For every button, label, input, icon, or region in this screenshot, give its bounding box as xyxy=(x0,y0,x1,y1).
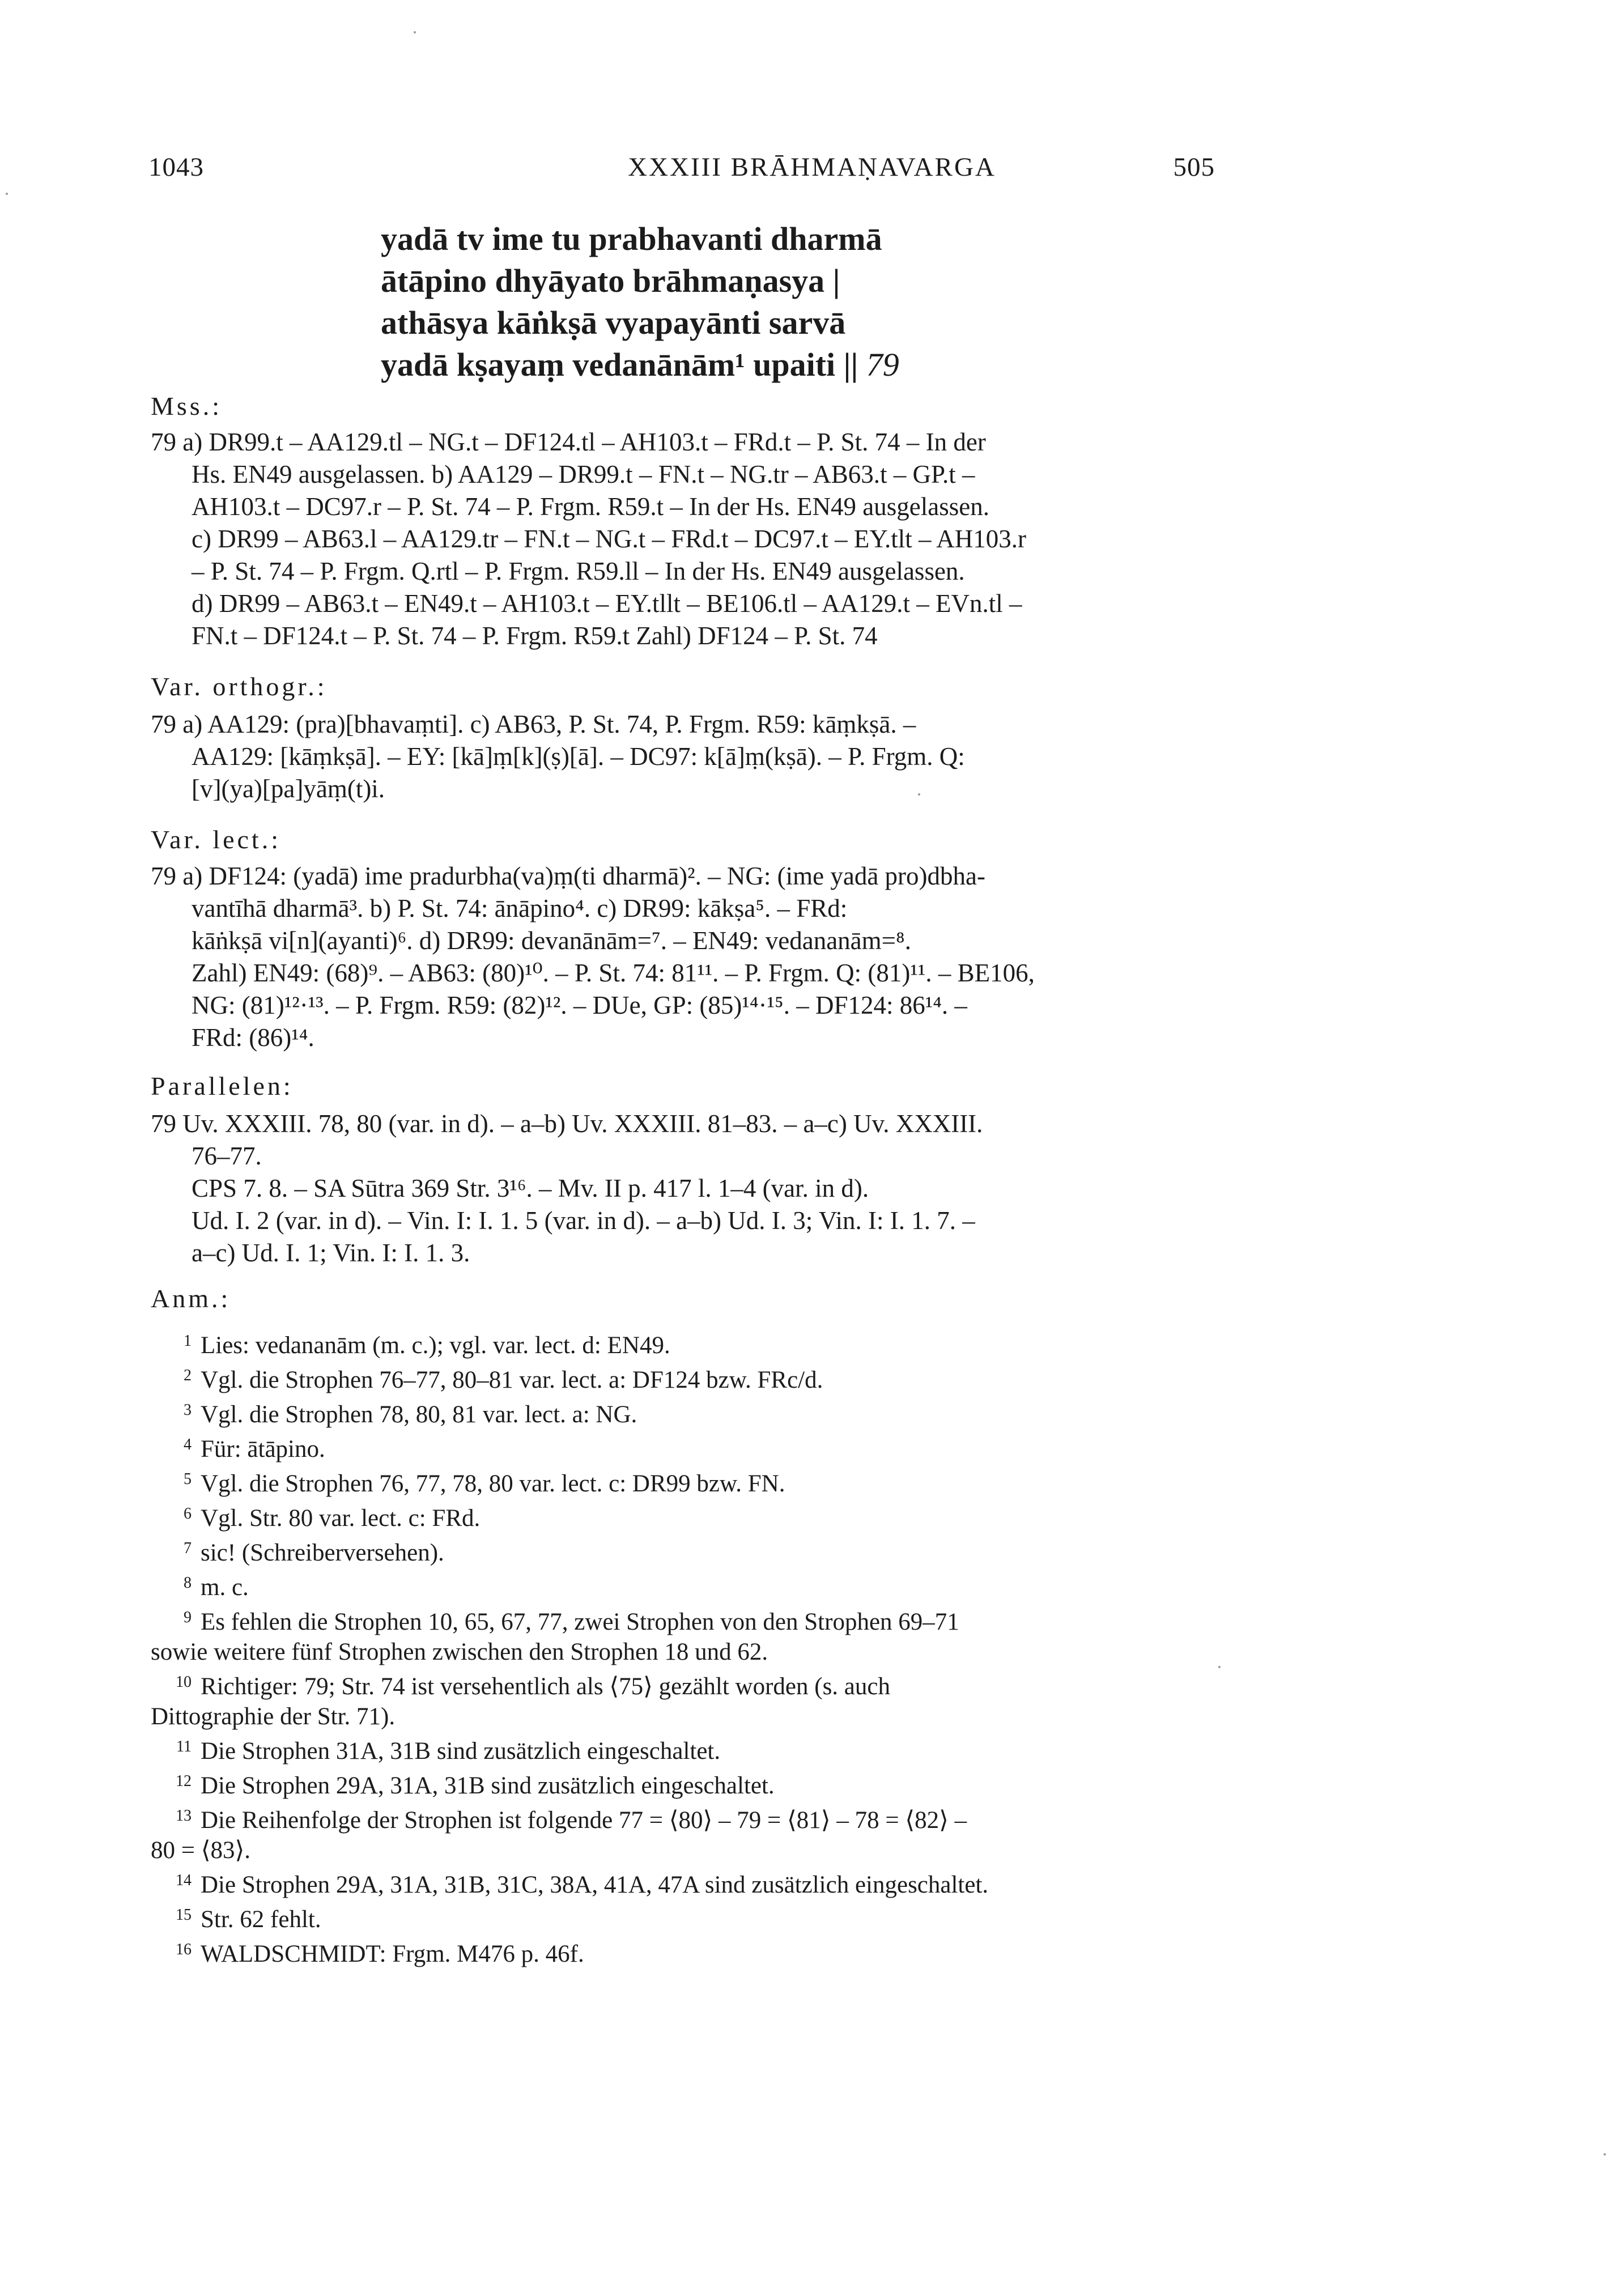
footnote xyxy=(151,1430,1218,1464)
footnote xyxy=(151,1766,1218,1801)
footnote-text: Die Strophen 31A, 31B sind zusätzlich eingeschaltet. xyxy=(201,1738,721,1764)
footnote-text: sic! (Schreiberversehen). xyxy=(201,1540,444,1566)
notes-block xyxy=(151,1326,1218,1969)
footnote-continuation: Dittographie der Str. 71). xyxy=(151,1703,396,1730)
footnote-text: Str. 62 fehlt. xyxy=(201,1906,321,1933)
footnote-number: 11 xyxy=(176,1738,192,1755)
footnote xyxy=(151,1499,1218,1533)
footnote-text: Richtiger: 79; Str. 74 ist versehentlich als ⟨75⟩ gezählt worden (s. auch xyxy=(201,1673,890,1700)
footnote xyxy=(151,1934,1218,1969)
var-lect-line: vantīhā dharmā³. b) P. St. 74: ānāpino⁴. c) DR99: kākṣa⁵. – FRd: xyxy=(192,894,848,922)
footnote-number: 2 xyxy=(184,1367,192,1384)
footnote-number: 14 xyxy=(176,1872,192,1889)
var-lect-line: NG: (81)¹²·¹³. – P. Frgm. R59: (82)¹². – DUe, GP: (85)¹⁴·¹⁵. – DF124: 86¹⁴. – xyxy=(192,991,967,1019)
scan-speck xyxy=(6,193,8,195)
footnote-number: 3 xyxy=(184,1401,192,1419)
running-head-number: 1043 xyxy=(148,152,204,182)
mss-line: Hs. EN49 ausgelassen. b) AA129 – DR99.t – FN.t – NG.tr – AB63.t – GP.t – xyxy=(192,460,975,488)
var-orthogr-line: 79 a) AA129: (pra)[bhavaṃti]. c) AB63, P. St. 74, P. Frgm. R59: kāṃkṣā. – xyxy=(151,710,916,738)
footnote xyxy=(151,1360,1218,1395)
var-orthogr-block xyxy=(151,708,1218,805)
mss-line: 79 a) DR99.t – AA129.tl – NG.t – DF124.tl – AH103.t – FRd.t – P. St. 74 – In der xyxy=(151,428,986,456)
mss-line: – P. St. 74 – P. Frgm. Q.rtl – P. Frgm. R59.ll – In der Hs. EN49 ausgelassen. xyxy=(192,557,965,585)
footnote-text: WALDSCHMIDT: Frgm. M476 p. 46f. xyxy=(201,1941,584,1967)
footnote-text: Lies: vedananām (m. c.); vgl. var. lect. d: EN49. xyxy=(201,1332,670,1359)
footnote-number: 13 xyxy=(176,1807,192,1825)
mss-line: AH103.t – DC97.r – P. St. 74 – P. Frgm. R59.t – In der Hs. EN49 ausgelassen. xyxy=(192,492,989,521)
scan-speck xyxy=(1604,2153,1606,2155)
parallelen-line: 79 Uv. XXXIII. 78, 80 (var. in d). – a–b) Uv. XXXIII. 81–83. – a–c) Uv. XXXIII. xyxy=(151,1109,983,1138)
footnote xyxy=(151,1801,1218,1835)
footnote-text: Für: ātāpino. xyxy=(201,1436,325,1462)
verse-line: ātāpino dhyāyato brāhmaṇasya | xyxy=(381,262,840,299)
parallelen-line: 76–77. xyxy=(192,1142,262,1170)
footnote-number: 15 xyxy=(176,1906,192,1924)
footnote xyxy=(151,1865,1218,1900)
verse-line xyxy=(381,344,899,386)
footnote-continuation: sowie weitere fünf Strophen zwischen den Strophen 18 und 62. xyxy=(151,1639,768,1665)
footnote xyxy=(151,1602,1218,1637)
mss-block xyxy=(151,426,1218,652)
var-lect-line: FRd: (86)¹⁴. xyxy=(192,1023,314,1052)
section-title-var-orthogr: Var. orthogr.: xyxy=(151,672,328,701)
footnote-text: Vgl. die Strophen 76–77, 80–81 var. lect. a: DF124 bzw. FRc/d. xyxy=(201,1367,823,1393)
footnote-number: 7 xyxy=(184,1540,192,1557)
section-title-parallelen: Parallelen: xyxy=(151,1072,294,1100)
footnote xyxy=(151,1326,1218,1360)
scan-speck xyxy=(1218,1666,1221,1668)
verse-line: yadā tv ime tu prabhavanti dharmā xyxy=(381,220,882,257)
footnote xyxy=(151,1464,1218,1499)
var-lect-line: Zahl) EN49: (68)⁹. – AB63: (80)¹⁰. – P. St. 74: 81¹¹. – P. Frgm. Q: (81)¹¹. – BE106, xyxy=(192,959,1035,987)
verse-block xyxy=(381,218,899,386)
footnote-number: 8 xyxy=(184,1574,192,1592)
scan-speck xyxy=(414,31,416,33)
verse-number: 79 xyxy=(866,346,899,383)
footnote xyxy=(151,1667,1218,1702)
footnote-number: 6 xyxy=(184,1505,192,1523)
var-orthogr-line: [v](ya)[pa]yāṃ(t)i. xyxy=(192,775,385,803)
footnote xyxy=(151,1900,1218,1934)
mss-line: d) DR99 – AB63.t – EN49.t – AH103.t – EY.tllt – BE106.tl – AA129.t – EVn.tl – xyxy=(192,589,1022,618)
footnote-text: Die Reihenfolge der Strophen ist folgende 77 = ⟨80⟩ – 79 = ⟨81⟩ – 78 = ⟨82⟩ – xyxy=(201,1807,967,1834)
footnote-text: Es fehlen die Strophen 10, 65, 67, 77, zwei Strophen von den Strophen 69–71 xyxy=(201,1609,959,1635)
section-title-mss: Mss.: xyxy=(151,392,222,420)
verse-line: athāsya kāṅkṣā vyapayānti sarvā xyxy=(381,304,846,341)
footnote-number: 12 xyxy=(176,1772,192,1790)
footnote-continuation: 80 = ⟨83⟩. xyxy=(151,1837,251,1864)
footnote xyxy=(151,1395,1218,1430)
footnote xyxy=(151,1568,1218,1602)
footnote-number: 9 xyxy=(184,1609,192,1626)
footnote-number: 5 xyxy=(184,1470,192,1488)
mss-line: c) DR99 – AB63.l – AA129.tr – FN.t – NG.t – FRd.t – DC97.t – EY.tlt – AH103.r xyxy=(192,525,1027,553)
parallelen-line: Ud. I. 2 (var. in d). – Vin. I: I. 1. 5 (var. in d). – a–b) Ud. I. 3; Vin. I: I. 1. 7. – xyxy=(192,1206,975,1235)
footnote-text: Vgl. die Strophen 76, 77, 78, 80 var. lect. c: DR99 bzw. FN. xyxy=(201,1470,785,1497)
footnote-text: Vgl. die Strophen 78, 80, 81 var. lect. a: NG. xyxy=(201,1401,637,1428)
verse-line-text: yadā kṣayaṃ vedanānām¹ upaiti || xyxy=(381,346,858,383)
running-head-title: XXXIII BRĀHMAṆAVARGA xyxy=(628,152,996,182)
var-lect-line: kāṅkṣā vi[n](ayanti)⁶. d) DR99: devanānām=⁷. – EN49: vedananām=⁸. xyxy=(192,926,911,955)
var-lect-line: 79 a) DF124: (yadā) ime pradurbha(va)ṃ(ti dharmā)². – NG: (ime yadā pro)dbha- xyxy=(151,862,985,890)
section-title-var-lect: Var. lect.: xyxy=(151,825,281,854)
footnote-number: 1 xyxy=(184,1332,192,1350)
scan-speck xyxy=(918,793,920,796)
page-number: 505 xyxy=(1173,152,1215,182)
footnote-text: Die Strophen 29A, 31A, 31B, 31C, 38A, 41A, 47A sind zusätzlich eingeschaltet. xyxy=(201,1872,989,1898)
parallelen-line: a–c) Ud. I. 1; Vin. I: I. 1. 3. xyxy=(192,1239,470,1267)
parallelen-block xyxy=(151,1108,1218,1269)
footnote-text: Die Strophen 29A, 31A, 31B sind zusätzlich eingeschaltet. xyxy=(201,1772,775,1799)
footnote-number: 10 xyxy=(176,1673,192,1691)
footnote-number: 16 xyxy=(176,1941,192,1958)
footnote-text: Vgl. Str. 80 var. lect. c: FRd. xyxy=(201,1505,481,1532)
footnote-number: 4 xyxy=(184,1436,192,1453)
var-orthogr-line: AA129: [kāṃkṣā]. – EY: [kā]ṃ[k](ṣ)[ā]. – DC97: k[ā]ṃ(kṣā). – P. Frgm. Q: xyxy=(192,742,965,771)
parallelen-line: CPS 7. 8. – SA Sūtra 369 Str. 3¹⁶. – Mv. II p. 417 l. 1–4 (var. in d). xyxy=(192,1174,869,1202)
footnote xyxy=(151,1732,1218,1766)
mss-line: FN.t – DF124.t – P. St. 74 – P. Frgm. R59.t Zahl) DF124 – P. St. 74 xyxy=(192,622,878,650)
footnote-text: m. c. xyxy=(201,1574,249,1601)
footnote xyxy=(151,1533,1218,1568)
var-lect-block xyxy=(151,860,1218,1054)
section-title-anm: Anm.: xyxy=(151,1284,231,1313)
